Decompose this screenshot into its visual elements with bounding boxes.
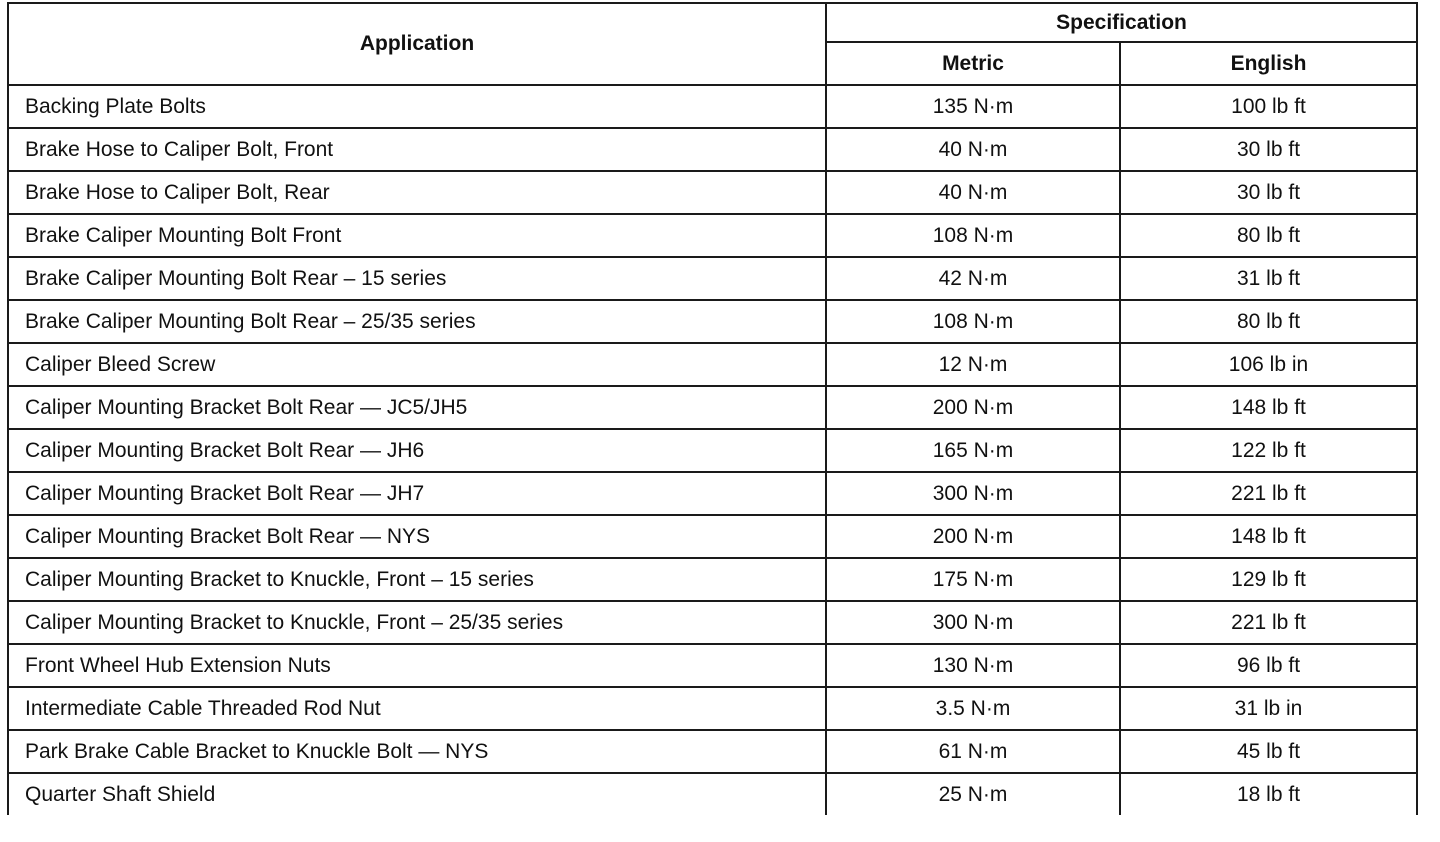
english-cell: 129 lb ft	[1120, 558, 1417, 601]
application-cell: Backing Plate Bolts	[8, 85, 826, 128]
table-row	[8, 558, 1417, 601]
english-cell: 100 lb ft	[1120, 85, 1417, 128]
metric-cell: 12 N·m	[826, 343, 1120, 386]
application-cell: Caliper Mounting Bracket Bolt Rear — JC5/JH5	[8, 386, 826, 429]
table-row	[8, 85, 1417, 128]
table-row	[8, 644, 1417, 687]
metric-cell: 61 N·m	[826, 730, 1120, 773]
table-body	[8, 85, 1417, 815]
application-cell: Intermediate Cable Threaded Rod Nut	[8, 687, 826, 730]
specification-group-header: Specification	[826, 3, 1417, 42]
metric-cell: 175 N·m	[826, 558, 1120, 601]
application-cell: Brake Hose to Caliper Bolt, Rear	[8, 171, 826, 214]
metric-cell: 200 N·m	[826, 386, 1120, 429]
metric-cell: 3.5 N·m	[826, 687, 1120, 730]
application-cell: Brake Caliper Mounting Bolt Front	[8, 214, 826, 257]
metric-cell: 108 N·m	[826, 300, 1120, 343]
application-cell: Front Wheel Hub Extension Nuts	[8, 644, 826, 687]
table-row	[8, 386, 1417, 429]
english-cell: 18 lb ft	[1120, 773, 1417, 815]
application-cell: Caliper Mounting Bracket to Knuckle, Front – 25/35 series	[8, 601, 826, 644]
table-row	[8, 515, 1417, 558]
metric-column-header: Metric	[826, 42, 1120, 85]
english-cell: 80 lb ft	[1120, 300, 1417, 343]
english-cell: 221 lb ft	[1120, 601, 1417, 644]
table-row	[8, 472, 1417, 515]
application-cell: Park Brake Cable Bracket to Knuckle Bolt — NYS	[8, 730, 826, 773]
metric-cell: 130 N·m	[826, 644, 1120, 687]
table-row	[8, 300, 1417, 343]
application-cell: Caliper Mounting Bracket to Knuckle, Front – 15 series	[8, 558, 826, 601]
table-row	[8, 773, 1417, 815]
application-cell: Brake Caliper Mounting Bolt Rear – 25/35 series	[8, 300, 826, 343]
table-row	[8, 171, 1417, 214]
metric-cell: 42 N·m	[826, 257, 1120, 300]
application-cell: Caliper Mounting Bracket Bolt Rear — JH6	[8, 429, 826, 472]
english-cell: 30 lb ft	[1120, 128, 1417, 171]
application-cell: Brake Hose to Caliper Bolt, Front	[8, 128, 826, 171]
application-cell: Caliper Mounting Bracket Bolt Rear — JH7	[8, 472, 826, 515]
metric-cell: 300 N·m	[826, 601, 1120, 644]
table-row	[8, 687, 1417, 730]
application-cell: Caliper Mounting Bracket Bolt Rear — NYS	[8, 515, 826, 558]
header-row-top	[8, 3, 1417, 42]
english-cell: 45 lb ft	[1120, 730, 1417, 773]
torque-spec-table	[7, 2, 1418, 815]
english-cell: 31 lb in	[1120, 687, 1417, 730]
english-cell: 122 lb ft	[1120, 429, 1417, 472]
metric-cell: 25 N·m	[826, 773, 1120, 815]
metric-cell: 40 N·m	[826, 128, 1120, 171]
metric-cell: 135 N·m	[826, 85, 1120, 128]
english-cell: 80 lb ft	[1120, 214, 1417, 257]
metric-cell: 200 N·m	[826, 515, 1120, 558]
table-row	[8, 343, 1417, 386]
english-cell: 221 lb ft	[1120, 472, 1417, 515]
metric-cell: 108 N·m	[826, 214, 1120, 257]
metric-cell: 40 N·m	[826, 171, 1120, 214]
metric-cell: 165 N·m	[826, 429, 1120, 472]
metric-cell: 300 N·m	[826, 472, 1120, 515]
table-row	[8, 601, 1417, 644]
table-row	[8, 429, 1417, 472]
application-cell: Caliper Bleed Screw	[8, 343, 826, 386]
table-row	[8, 128, 1417, 171]
english-cell: 148 lb ft	[1120, 515, 1417, 558]
application-cell: Brake Caliper Mounting Bolt Rear – 15 series	[8, 257, 826, 300]
table-header	[8, 3, 1417, 85]
english-cell: 30 lb ft	[1120, 171, 1417, 214]
english-cell: 106 lb in	[1120, 343, 1417, 386]
table-row	[8, 257, 1417, 300]
table-row	[8, 214, 1417, 257]
english-column-header: English	[1120, 42, 1417, 85]
application-column-header: Application	[8, 3, 826, 85]
english-cell: 31 lb ft	[1120, 257, 1417, 300]
english-cell: 96 lb ft	[1120, 644, 1417, 687]
table-row	[8, 730, 1417, 773]
english-cell: 148 lb ft	[1120, 386, 1417, 429]
application-cell: Quarter Shaft Shield	[8, 773, 826, 815]
